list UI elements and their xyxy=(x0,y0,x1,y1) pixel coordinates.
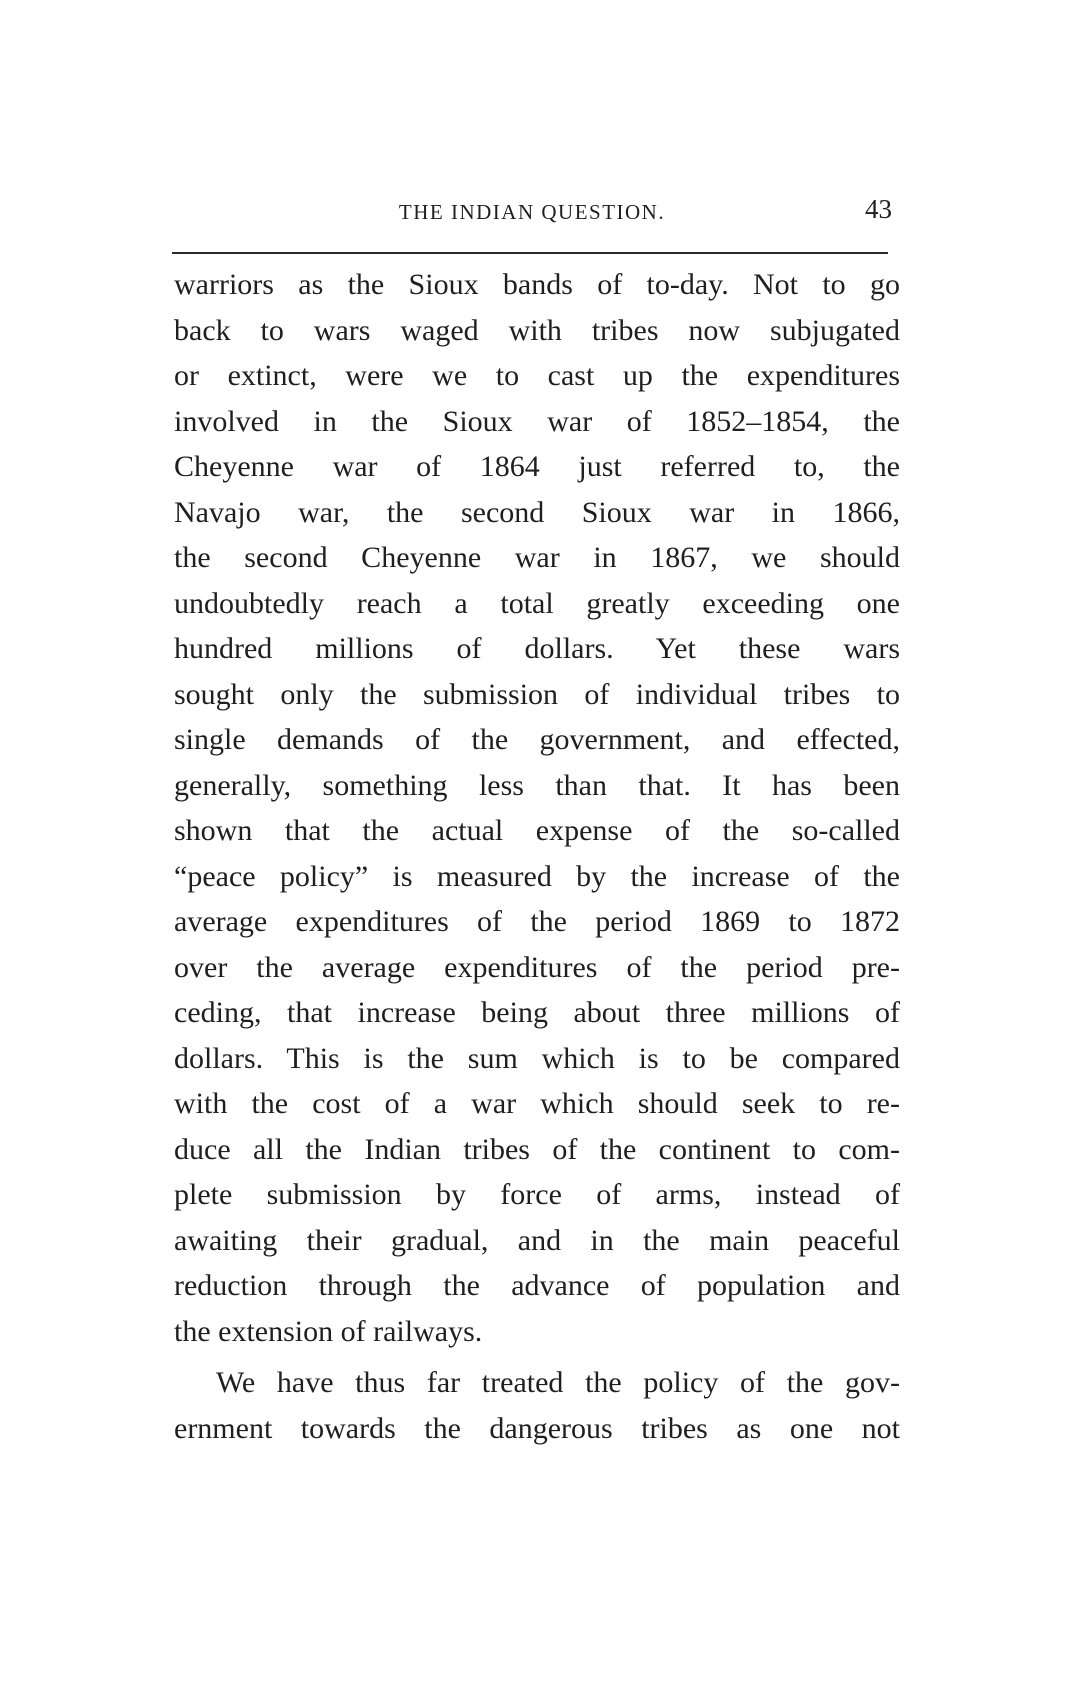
text-line: “peace policy” is measured by the increase of the xyxy=(174,859,900,893)
text-line: with the cost of a war which should seek to re- xyxy=(174,1087,900,1120)
text-line: back to wars waged with tribes now subjugated xyxy=(174,313,900,347)
text-line: or extinct, were we to cast up the expenditures xyxy=(174,359,900,392)
text-line: undoubtedly reach a total greatly exceeding one xyxy=(174,586,900,620)
text-line: awaiting their gradual, and in the main peaceful xyxy=(174,1223,900,1257)
running-head xyxy=(172,194,892,234)
text-line: the extension of railways. xyxy=(174,1314,483,1348)
text-line: the second Cheyenne war in 1867, we should xyxy=(174,541,900,574)
text-line: plete submission by force of arms, instead of xyxy=(174,1178,900,1211)
text-line: reduction through the advance of population and xyxy=(174,1269,900,1302)
text-line: single demands of the government, and effected, xyxy=(174,723,900,756)
text-line: sought only the submission of individual tribes to xyxy=(174,677,900,711)
text-line: ceding, that increase being about three millions of xyxy=(174,996,900,1029)
text-line: Cheyenne war of 1864 just referred to, the xyxy=(174,450,900,483)
body-text xyxy=(174,262,900,1451)
text-line: duce all the Indian tribes of the continent to com- xyxy=(174,1132,900,1166)
text-line: hundred millions of dollars. Yet these wars xyxy=(174,632,900,665)
paragraph xyxy=(174,262,900,1354)
text-line: average expenditures of the period 1869 to 1872 xyxy=(174,905,900,938)
running-title: THE INDIAN QUESTION. xyxy=(398,200,666,224)
text-line: involved in the Sioux war of 1852–1854, the xyxy=(174,404,900,438)
text-line: We have thus far treated the policy of the gov- xyxy=(216,1366,900,1399)
page-number: 43 xyxy=(865,194,892,224)
text-line: shown that the actual expense of the so-called xyxy=(174,814,900,847)
text-line: warriors as the Sioux bands of to-day. Not to go xyxy=(174,268,900,301)
text-line: over the average expenditures of the period pre- xyxy=(174,950,900,984)
text-line: Navajo war, the second Sioux war in 1866, xyxy=(174,495,900,529)
text-line: generally, something less than that. It has been xyxy=(174,768,900,802)
header-rule xyxy=(172,252,888,254)
paragraph xyxy=(174,1360,900,1451)
text-line: ernment towards the dangerous tribes as one not xyxy=(174,1411,900,1445)
text-line: dollars. This is the sum which is to be compared xyxy=(174,1041,900,1075)
